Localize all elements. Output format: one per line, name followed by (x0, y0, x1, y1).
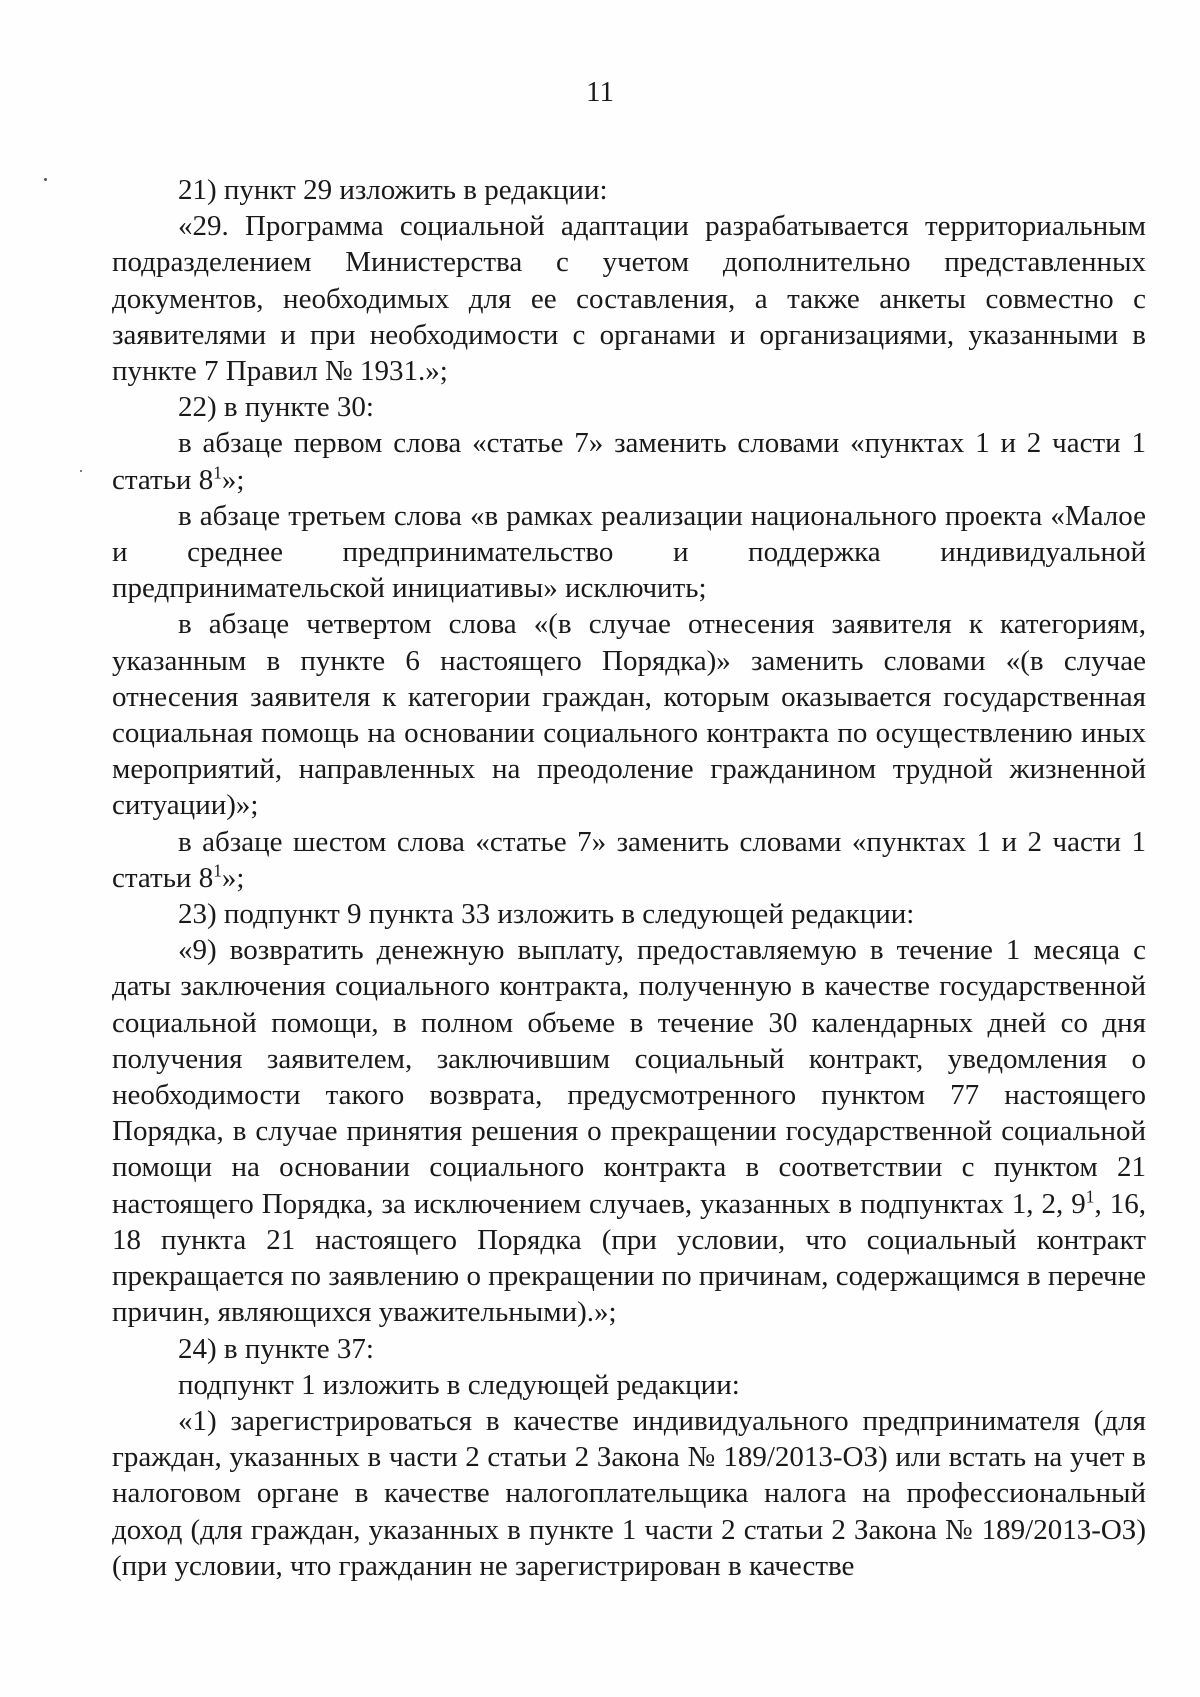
item-29-text: «29. Программа социальной адаптации разрабатывается территориальным подразделением Министерства с учетом дополнительно представленных документов, необходимых для ее составления, а также анкеты совместно с заявителями и при необходимости с органами и организациями, указанными в пункте 7 Правил № 1931.»; (112, 210, 1146, 388)
item-22-paragraph-third: в абзаце третьем слова «в рамках реализации национального проекта «Малое и среднее предпринимательство и поддержка индивидуальной предпринимательской инициативы» исключить; (112, 499, 1146, 605)
scan-speck (80, 470, 82, 472)
item-22-paragraph-fourth: в абзаце четвертом слова «(в случае отнесения заявителя к категориям, указанным в пункте 6 настоящего Порядка)» заменить словами «(в случае отнесения заявителя к категории граждан, которым оказывается государственная социальная помощь на основании социального контракта по осуществлению иных мероприятий, направленных на преодоление гражданином трудной жизненной ситуации)»; (112, 608, 1146, 822)
item-23-heading: 23) подпункт 9 пункта 33 изложить в следующей редакции: (178, 898, 915, 931)
scan-speck (44, 178, 47, 181)
item-21-heading: 21) пункт 29 изложить в редакции: (178, 174, 608, 206)
text: «9) возвратить денежную выплату, предоставляемую в течение 1 месяца с даты заключения социального контракта, полученную в качестве государственной социальной помощи, в полном объеме в течение 30 календарных дней со дня получения заявителем, заключившим социальный контракт, уведомления о необходимости такого возврата, предусмотренного пунктом 77 настоящего Порядка, в случае принятия решения о прекращении государственной социальной помощи на основании социального контракта в соответствии с пунктом 21 настоящего Порядка, за исключением случаев, указанных в подпунктах 1, 2, 9 (112, 934, 1146, 1220)
superscript: 1 (1085, 1186, 1095, 1207)
item-24-heading: 24) в пункте 37: (178, 1332, 374, 1365)
page-number: 11 (586, 76, 614, 108)
item-24-subitem-1: «1) зарегистрироваться в качестве индивидуального предпринимателя (для граждан, указанных в части 2 статьи 2 Закона № 189/2013-ОЗ) или встать на учет в налоговом органе в качестве налогоплательщика налога на профессиональный доход (для граждан, указанных в пункте 1 части 2 статьи 2 Закона № 189/2013-ОЗ) (при условии, что гражданин не зарегистрирован в качестве (112, 1404, 1146, 1582)
item-22-paragraph-sixth (112, 824, 1146, 896)
text: »; (221, 463, 245, 496)
text: , 16, 18 пункта 21 настоящего Порядка (при условии, что социальный контракт прекращается по заявлению о прекращении по причинам, содержащимся в перечне причин, являющихся уважительными).»; (112, 1187, 1146, 1329)
superscript: 1 (213, 461, 222, 482)
text: »; (221, 861, 245, 894)
document-body (112, 172, 1146, 1584)
text: в абзаце первом слова «статье 7» заменить словами «пунктах 1 и 2 части 1 статьи 8 (112, 427, 1146, 496)
text: в абзаце шестом слова «статье 7» заменить словами «пунктах 1 и 2 части 1 статьи 8 (112, 825, 1146, 894)
item-24-subitem-intro: подпункт 1 изложить в следующей редакции: (178, 1368, 740, 1401)
superscript: 1 (213, 860, 222, 881)
item-22-paragraph-first (112, 425, 1146, 497)
item-23-subitem-9 (112, 932, 1146, 1330)
item-22-heading: 22) в пункте 30: (178, 391, 374, 424)
